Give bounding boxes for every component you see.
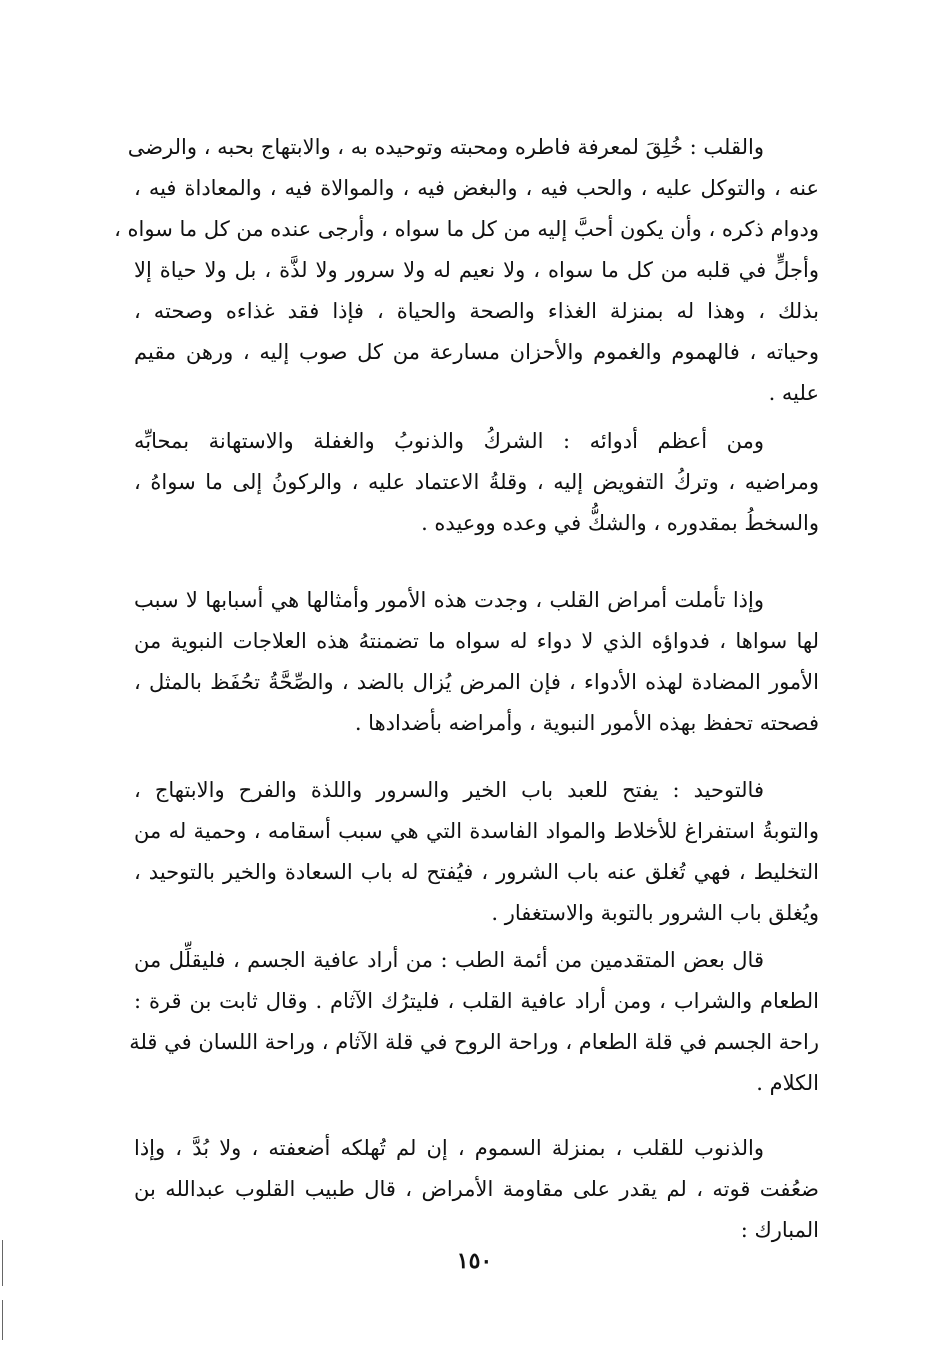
scan-edge-mark	[2, 1300, 3, 1340]
paragraph-remedies	[134, 580, 819, 744]
text-line: والذنوب للقلب ، بمنزلة السموم ، إن لم تُهلكه أضعفته ، ولا بُدَّ ، وإذا	[134, 1136, 764, 1160]
paragraph-sins-poison	[134, 1128, 819, 1251]
text-line: الطعام والشراب ، ومن أراد عافية القلب ، فليترُك الآثام . وقال ثابت بن قرة :	[134, 989, 819, 1013]
text-line: والسخطُ بمقدوره ، والشكُّ في وعده ووعيده .	[421, 511, 819, 535]
text-line: عليه .	[768, 381, 819, 405]
text-line: ومن أعظم أدوائه : الشركُ والذنوبُ والغفلة والاستهانة بمحابِّه	[134, 429, 764, 453]
text-line: ضعُفت قوته ، لم يقدر على مقاومة الأمراض ، قال طبيب القلوب عبدالله بن	[134, 1177, 819, 1201]
text-line: وإذا تأملت أمراض القلب ، وجدت هذه الأمور وأمثالها هي أسبابها لا سبب	[134, 588, 764, 612]
text-line: والتوبةُ استفراغ للأخلاط والمواد الفاسدة التي هي سبب أسقامه ، وحمية له من	[134, 819, 819, 843]
text-line: راحة الجسم في قلة الطعام ، وراحة الروح في قلة الآثام ، وراحة اللسان في قلة	[129, 1030, 819, 1054]
text-line: لها سواها ، فدواؤه الذي لا دواء له سواه ما تضمنتهُ هذه العلاجات النبوية من	[134, 629, 819, 653]
text-line: عنه ، والتوكل عليه ، والحب فيه ، والبغض فيه ، والموالاة فيه ، والمعاداة فيه ،	[134, 176, 819, 200]
text-line: ودوام ذكره ، وأن يكون أحبَّ إليه من كل ما سواه ، وأرجى عنده من كل ما سواه ،	[114, 217, 819, 241]
text-line: فصحته تحفظ بهذه الأمور النبوية ، وأمراضه بأضدادها .	[354, 711, 819, 735]
text-line: الكلام .	[756, 1071, 819, 1095]
text-line: بذلك ، وهذا له بمنزلة الغذاء والصحة والحياة ، فإذا فقد غذاءه وصحته ،	[134, 299, 819, 323]
scan-edge-mark	[2, 1240, 3, 1286]
page-number: ١٥٠	[456, 1248, 493, 1274]
text-line: وأجلٍّ في قلبه من كل ما سواه ، ولا نعيم له ولا سرور ولا لذَّة ، بل ولا حياة إلا	[134, 258, 819, 282]
paragraph-tawhid	[134, 770, 819, 934]
paragraph-heart-creation	[114, 127, 819, 414]
text-line: ويُغلق باب الشرور بالتوبة والاستغفار .	[491, 901, 819, 925]
text-line: المبارك :	[740, 1218, 819, 1242]
paragraph-physicians-saying	[129, 940, 819, 1104]
text-line: التخليط ، فهي تُغلق عنه باب الشرور ، فيُفتح له باب السعادة والخير بالتوحيد ،	[134, 860, 819, 884]
text-line: قال بعض المتقدمين من أئمة الطب : من أراد عافية الجسم ، فليقلِّل من	[134, 948, 764, 972]
text-line: ومراضيه ، وتركُ التفويض إليه ، وقلةُ الاعتماد عليه ، والركونُ إلى ما سواهُ ،	[134, 470, 819, 494]
text-line: الأمور المضادة لهذه الأدواء ، فإن المرض يُزال بالضد ، والصِّحَّةُ تحُفَظ بالمثل ،	[134, 670, 819, 694]
text-line: وحياته ، فالهموم والغموم والأحزان مسارعة من كل صوب إليه ، ورهن مقيم	[134, 340, 819, 364]
paragraph-heart-diseases	[134, 421, 819, 544]
text-line: والقلب : خُلِقَ لمعرفة فاطره ومحبته وتوحيده به ، والابتهاج بحبه ، والرضى	[127, 135, 764, 159]
text-line: فالتوحيد : يفتح للعبد باب الخير والسرور واللذة والفرح والابتهاج ،	[134, 778, 764, 802]
